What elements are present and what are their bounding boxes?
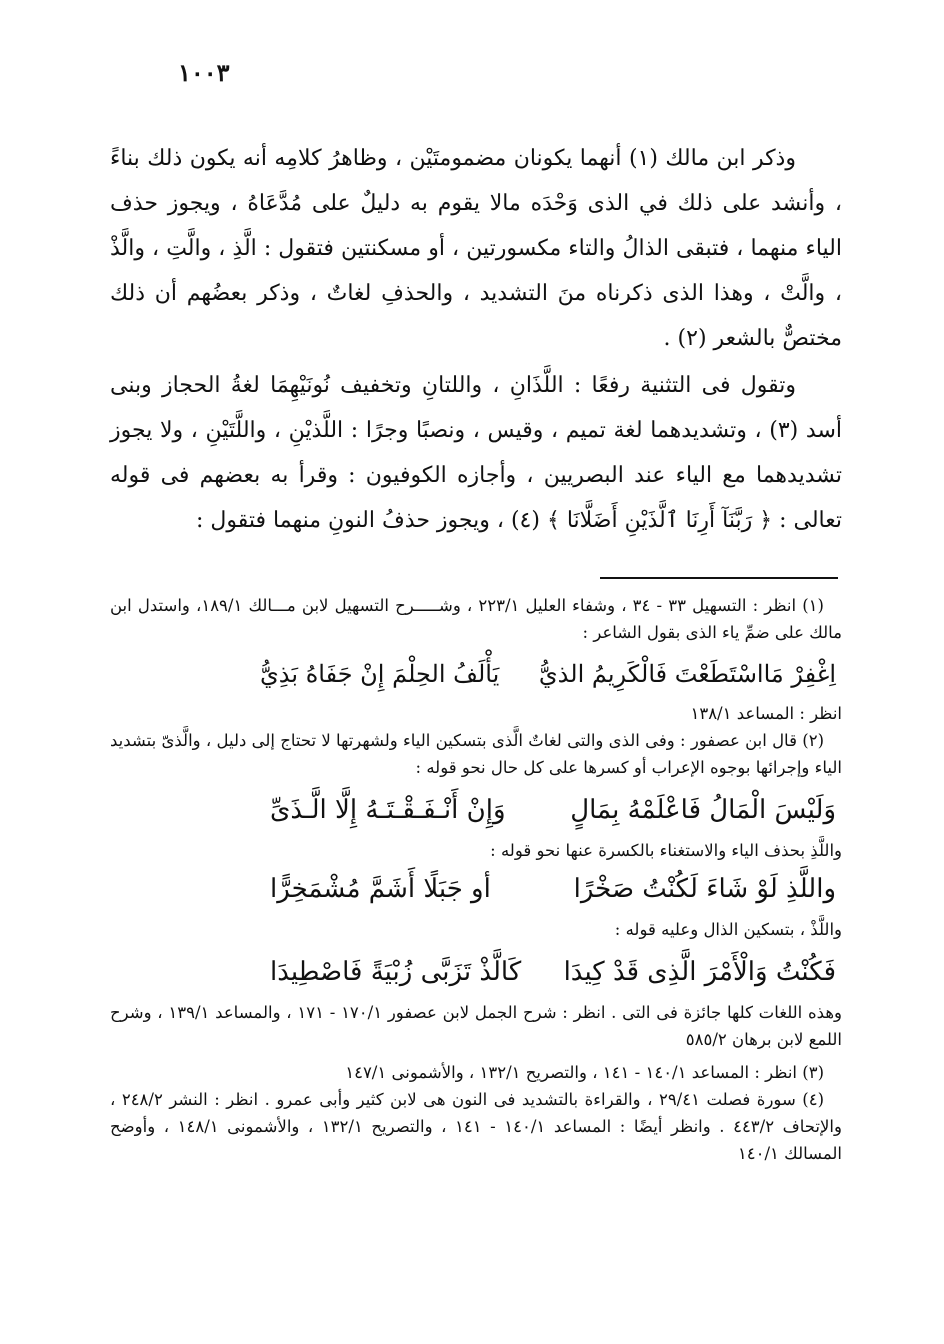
footnotes bbox=[110, 592, 842, 1167]
paragraph-2: وتقول فى التثنية رفعًا : اللَّذَانِ ، واللتانِ وتخفيف نُونَيْهِمَا لغةُ الحجاز وبنى أسد (٣) ، وتشديدهما لغة تميم ، وقيس ، ونصبًا وجرًا : اللَّذيْنِ ، واللَّتَيْنِ ، ولا يجوز تشديدهما مع الياء عند البصريين ، وأجازه الكوفيون : وقرأ به بعضهم فى قوله تعالى : ﴿ رَبَّنَآ أَرِنَا ٱلَّذَيْنِ أَضَلَّانَا ﴾ (٤) ، ويجوز حذفُ النونِ منهما فتقول : bbox=[110, 373, 842, 533]
footnote-2: (٢) قال ابن عصفور : وفى الذى والتى لغاتٌ الَّذى بتسكين الياء ولشهرتها لا تحتاج إلى دليل ، والَّذىّ بتشديد الياء وإجرائها بوجوه الإعراب أو كسرها على كل حال نحو قوله : bbox=[110, 731, 842, 777]
verse-hemistich-left: أو جَبَلًا أَشَمَّ مُشْمَخِرًّا bbox=[270, 874, 491, 904]
verse-hemistich-left: كَالَّذْ تَزَبَّى زُبْيَةً فَاصْطِيدَا bbox=[270, 957, 522, 987]
verse-hemistich-left: وَإِنْ أَنْـفَـقْـتَـهُ إِلَّا الَّـذَىِّ bbox=[270, 795, 506, 825]
footnote-2-line-3: واللَّذْ ، بتسكين الذال وعليه قوله : bbox=[614, 920, 842, 939]
footnote-2-tail: وهذه اللغات كلها جائزة فى التى . انظر : شرح الجمل لابن عصفور ١٧٠/١ - ١٧١ ، والمساعد ١٣٩/١ ، وشرح اللمع لابن برهان ٥٨٥/٢ bbox=[110, 1003, 842, 1049]
page-number: ١٠٠٣ bbox=[178, 58, 230, 87]
footnote-1-verse bbox=[110, 652, 842, 696]
paragraph-1: وذكر ابن مالك (١) أنهما يكونان مضمومتَيْن ، وظاهرُ كلامِه أنه يكون ذلك بناءً ، وأنشد على ذلك في الذى وَحْدَه مالا يقوم به دليلٌ على مُدَّعَاهُ ، ويجوز حذف الياء منهما ، فتبقى الذالُ والتاء مكسورتين ، أو مسكنتين فتقول : الَّذِ ، والَّتِ ، والَّذْ ، والَّتْ ، وهذا الذى ذكرناه منَ التشديد ، والحذفِ لغاتٌ ، وذكر بعضُهم أن ذلك مختصٌّ بالشعر (٢) . bbox=[110, 146, 842, 351]
footnote-2-verse-1 bbox=[110, 785, 842, 835]
footnote-2-verse-3 bbox=[110, 947, 842, 997]
footnote-1-reference: انظر : المساعد ١٣٨/١ bbox=[690, 704, 842, 723]
footnote-2-verse-2 bbox=[110, 864, 842, 914]
verse-hemistich-right: واللَّذِ لَوْ شَاءَ لَكُنْتُ صَخْرًا bbox=[573, 874, 836, 904]
verse-hemistich-right: اِغْفِرْ مَااسْتَطَعْتَ فَالْكَرِيمُ الذيُّ bbox=[538, 660, 836, 688]
verse-hemistich-right: وَلَيْسَ الْمَالُ فَاعْلَمْهُ بِمَالٍ bbox=[570, 795, 836, 825]
footnote-1: (١) انظر : التسهيل ٣٣ - ٣٤ ، وشفاء العليل ٢٢٣/١ ، وشـــــرح التسهيل لابن مـــالك ١٨٩/١، واستدل ابن مالك على ضمِّ ياء الذى بقول الشاعر : bbox=[110, 596, 842, 642]
footnote-2-line-2: واللَّذِ بحذف الياء والاستغناء بالكسرة عنها نحو قوله : bbox=[490, 841, 842, 860]
footnote-separator bbox=[600, 577, 838, 579]
footnote-3: (٣) انظر : المساعد ١٤٠/١ - ١٤١ ، والتصريح ١٣٢/١ ، والأشمونى ١٤٧/١ bbox=[345, 1063, 824, 1082]
verse-hemistich-left: يَأْلَفُ الحِلْمَ إِنْ جَفَاهُ بَذِيُّ bbox=[260, 660, 500, 688]
main-text bbox=[110, 136, 842, 543]
verse-hemistich-right: فَكُنْتُ وَالْأَمْرَ الَّذِى قَدْ كِيدَا bbox=[563, 957, 836, 987]
footnote-4: (٤) سورة فصلت ٢٩/٤١ ، والقراءة بالتشديد فى النون هى لابن كثير وأبى عمرو . انظر : النشر ٢٤٨/٢ ، والإتحاف ٤٤٣/٢ . وانظر أيضًا : المساعد ١٤٠/١ - ١٤١ ، والتصريح ١٣٢/١ ، والأشمونى ١٤٨/١ ، وأوضح المسالك ١٤٠/١ bbox=[110, 1090, 842, 1163]
